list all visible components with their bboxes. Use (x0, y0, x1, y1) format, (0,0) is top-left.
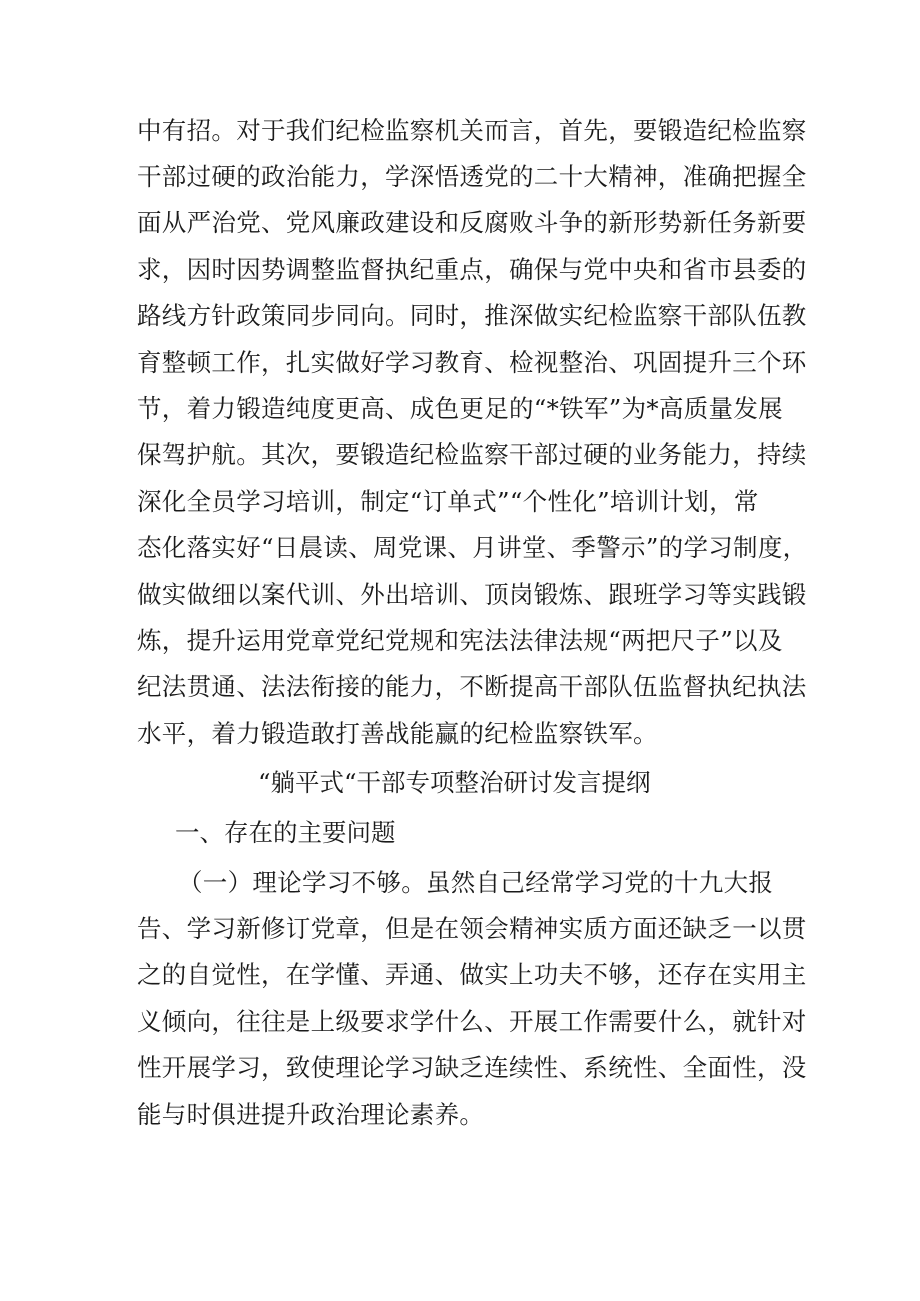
paragraph-line: 节，着力锻造纯度更高、成色更足的“*铁军”为*高质量发展 (137, 394, 783, 423)
paragraph-line: （一）理论学习不够。虽然自己经常学习党的十九大报 (178, 868, 774, 897)
section-heading: 一、存在的主要问题 (175, 818, 396, 847)
paragraph-line: 性开展学习，致使理论学习缺乏连续性、系统性、全面性，没 (137, 1053, 807, 1082)
paragraph-line: 求，因时因势调整监督执纪重点，确保与党中央和省市县委的 (137, 255, 807, 284)
paragraph-line: 面从严治党、党风廉政建设和反腐败斗争的新形势新任务新要 (137, 208, 807, 237)
document-title: “躺平式“干部专项整治研讨发言提纲 (258, 768, 651, 797)
paragraph-line: 态化落实好“日晨读、周党课、月讲堂、季警示”的学习制度， (137, 533, 808, 562)
paragraph-line: 之的自觉性，在学懂、弄通、做实上功夫不够，还存在实用主 (137, 960, 807, 989)
paragraph-line: 水平，着力锻造敢打善战能赢的纪检监察铁军。 (137, 719, 658, 748)
paragraph-line: 纪法贯通、法法衔接的能力，不断提高干部队伍监督执纪执法 (137, 672, 807, 701)
paragraph-line: 能与时俱进提升政治理论素养。 (137, 1100, 485, 1129)
paragraph-line: 中有招。对于我们纪检监察机关而言，首先，要锻造纪检监察 (137, 116, 807, 145)
paragraph-line: 告、学习新修订党章，但是在领会精神实质方面还缺乏一以贯 (137, 914, 807, 943)
paragraph-line: 深化全员学习培训，制定“订单式”“个性化”培训计划，常 (137, 487, 759, 516)
paragraph-line: 育整顿工作，扎实做好学习教育、检视整治、巩固提升三个环 (137, 348, 807, 377)
paragraph-line: 炼，提升运用党章党纪党规和宪法法律法规“两把尺子”以及 (137, 626, 783, 655)
paragraph-line: 干部过硬的政治能力，学深悟透党的二十大精神，准确把握全 (137, 162, 807, 191)
paragraph-line: 做实做细以案代训、外出培训、顶岗锻炼、跟班学习等实践锻 (137, 580, 807, 609)
paragraph-line: 义倾向，往往是上级要求学什么、开展工作需要什么，就针对 (137, 1007, 807, 1036)
paragraph-line: 保驾护航。其次，要锻造纪检监察干部过硬的业务能力，持续 (137, 440, 807, 469)
paragraph-line: 路线方针政策同步同向。同时，推深做实纪检监察干部队伍教 (137, 301, 807, 330)
